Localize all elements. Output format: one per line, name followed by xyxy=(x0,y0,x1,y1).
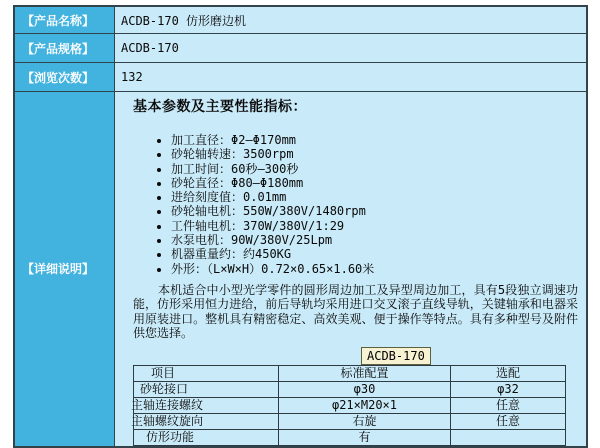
product-spec-label: 【产品规格】 xyxy=(14,34,115,63)
spec-bullet: • 砂轮轴电机：550W/380V/1480rpm xyxy=(171,204,578,218)
spec-bullet: • 机器重量约：约450KG xyxy=(171,247,578,261)
spec-bullet: • 水泵电机：90W/380V/25Lpm xyxy=(171,233,578,247)
config-cell: 主轴螺纹旋向 xyxy=(134,413,279,429)
config-cell: 仿形功能 xyxy=(134,429,279,445)
config-cell: φ30 xyxy=(279,381,451,397)
config-cell xyxy=(451,429,566,445)
view-count-label: 【浏览次数】 xyxy=(14,63,115,92)
table-row-detail xyxy=(14,92,587,447)
config-row xyxy=(134,429,566,445)
config-cell: 任意 xyxy=(451,397,566,413)
config-row xyxy=(134,397,566,413)
spec-bullet: • 外形：（L×W×H）0.72×0.65×1.60米 xyxy=(171,262,578,276)
view-count-value: 132 xyxy=(115,63,588,92)
detail-content xyxy=(115,92,588,447)
spec-bullet-list xyxy=(133,133,578,276)
model-badge: ACDB-170 xyxy=(361,347,431,365)
table-row xyxy=(14,34,587,63)
config-cell: 任意 xyxy=(451,413,566,429)
config-header-row xyxy=(134,365,566,381)
config-row xyxy=(134,381,566,397)
product-name-value: ACDB-170 仿形磨边机 xyxy=(115,6,588,34)
spec-bullet: • 砂轮轴转速：3500rpm xyxy=(171,147,578,161)
spec-bullet: • 砂轮直径：Φ80—Φ180mm xyxy=(171,176,578,190)
config-cell: φ21×M20×1 xyxy=(279,397,451,413)
detail-description: 本机适合中小型光学零件的圆形周边加工及异型周边加工，具有5段独立调速功能，仿形采用恒力进给，前后导轨均采用进口交叉滚子直线导轨，关键轴承和电器采用原装进口。整机具有精密稳定、高效美观、便于操作等特点。具有多种型号及附件供您选择。 xyxy=(133,282,578,341)
spec-bullet: • 加工直径：Φ2—Φ170mm xyxy=(171,133,578,147)
config-cell: 有 xyxy=(279,429,451,445)
config-header-standard: 标准配置 xyxy=(279,365,451,381)
config-cell: φ32 xyxy=(451,381,566,397)
detail-label: 【详细说明】 xyxy=(14,92,115,447)
config-header-optional: 选配 xyxy=(451,365,566,381)
product-spec-value: ACDB-170 xyxy=(115,34,588,63)
product-name-label: 【产品名称】 xyxy=(14,6,115,34)
product-info-table xyxy=(13,5,588,448)
spec-bullet: • 加工时间：60秒—300秒 xyxy=(171,162,578,176)
config-cell: 砂轮接口 xyxy=(134,381,279,397)
detail-heading: 基本参数及主要性能指标： xyxy=(133,99,307,115)
table-row xyxy=(14,6,587,34)
table-row xyxy=(14,63,587,92)
configuration-table xyxy=(133,365,566,446)
spec-bullet: • 进给刻度值：0.01mm xyxy=(171,190,578,204)
config-cell: 右旋 xyxy=(279,413,451,429)
config-cell: 主轴连接螺纹 xyxy=(134,397,279,413)
config-row xyxy=(134,413,566,429)
config-header-item: 项目 xyxy=(134,365,279,381)
spec-bullet: • 工件轴电机：370W/380V/1:29 xyxy=(171,219,578,233)
